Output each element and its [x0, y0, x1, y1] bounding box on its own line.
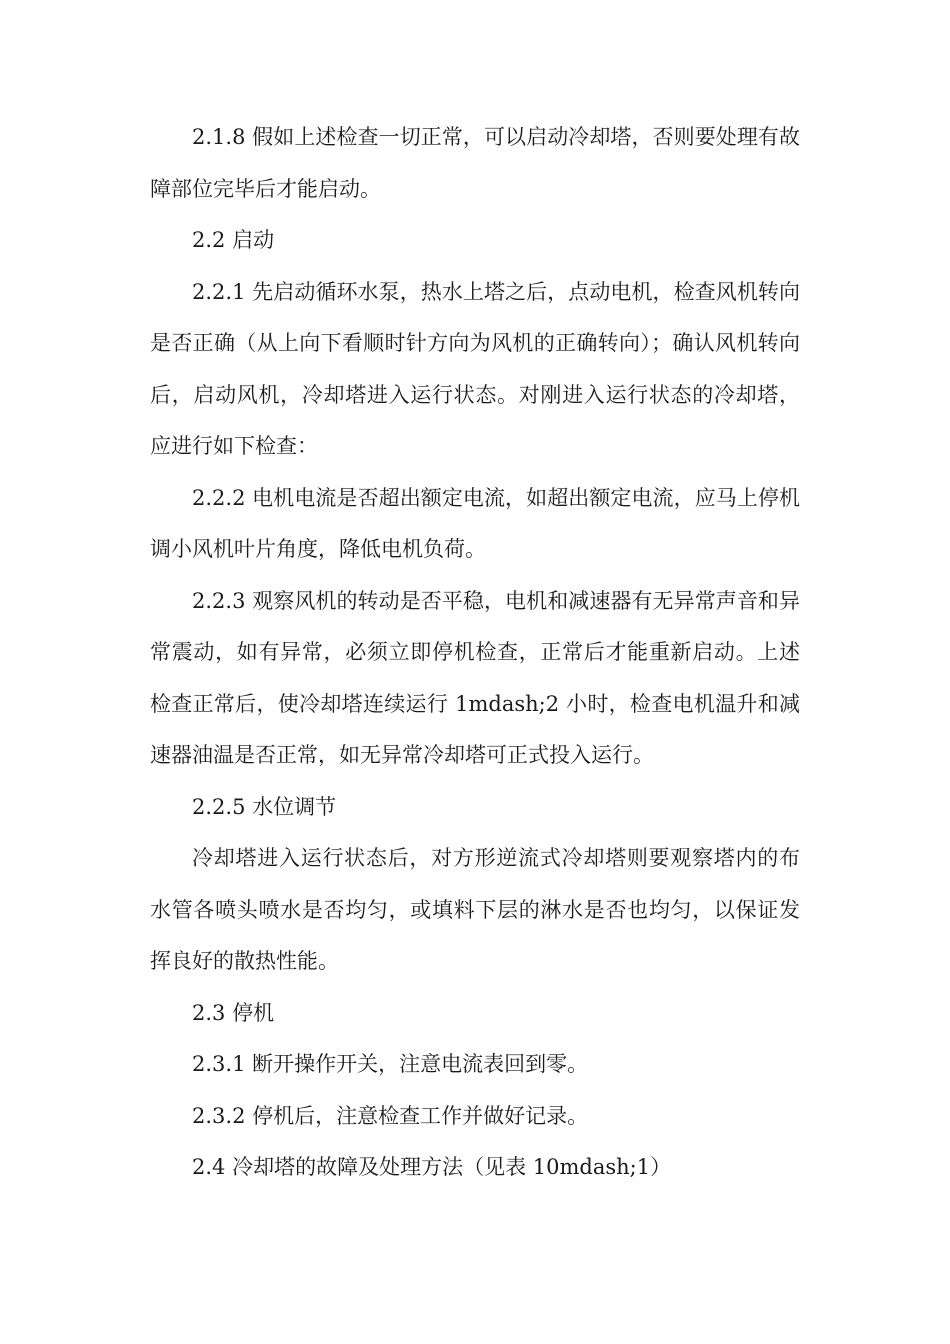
paragraph-2-3-2: 2.3.2 停机后，注意检查工作并做好记录。	[192, 1103, 589, 1128]
paragraph-2-4: 2.4 冷却塔的故障及处理方法（见表 10mdash;1）	[192, 1155, 672, 1179]
paragraph-2-2-2: 2.2.2 电机电流是否超出额定电流，如超出额定电流，应马上停机调小风机叶片角度，降低电机负荷。	[150, 485, 800, 561]
paragraph-water-level-detail: 冷却塔进入运行状态后，对方形逆流式冷却塔则要观察塔内的布水管各喷头喷水是否均匀，或填料下层的淋水是否也均匀，以保证发挥良好的散热性能。	[150, 846, 800, 973]
paragraph-2-1-8: 2.1.8 假如上述检查一切正常，可以启动冷却塔，否则要处理有故障部位完毕后才能启动。	[150, 125, 800, 201]
paragraph-2-2-1: 2.2.1 先启动循环水泵，热水上塔之后，点动电机，检查风机转向是否正确（从上向下看顺时针方向为风机的正确转向）；确认风机转向后，启动风机，冷却塔进入运行状态。对刚进入运行状态的冷却塔，应进行如下检查：	[150, 279, 800, 458]
paragraph-2-2-3: 2.2.3 观察风机的转动是否平稳，电机和减速器有无异常声音和异常震动，如有异常，必须立即停机检查，正常后才能重新启动。上述检查正常后，使冷却塔连续运行 1mdash;2 小时，检查电机温升和减速器油温是否正常，如无异常冷却塔可正式投入运行。	[150, 588, 800, 767]
document-body	[150, 112, 800, 1194]
paragraph-2-3-1: 2.3.1 断开操作开关，注意电流表回到零。	[192, 1052, 589, 1076]
heading-2-3-shutdown: 2.3 停机	[192, 1000, 275, 1025]
heading-2-2-startup: 2.2 启动	[192, 228, 275, 252]
heading-2-2-5-water-level: 2.2.5 水位调节	[192, 794, 337, 819]
